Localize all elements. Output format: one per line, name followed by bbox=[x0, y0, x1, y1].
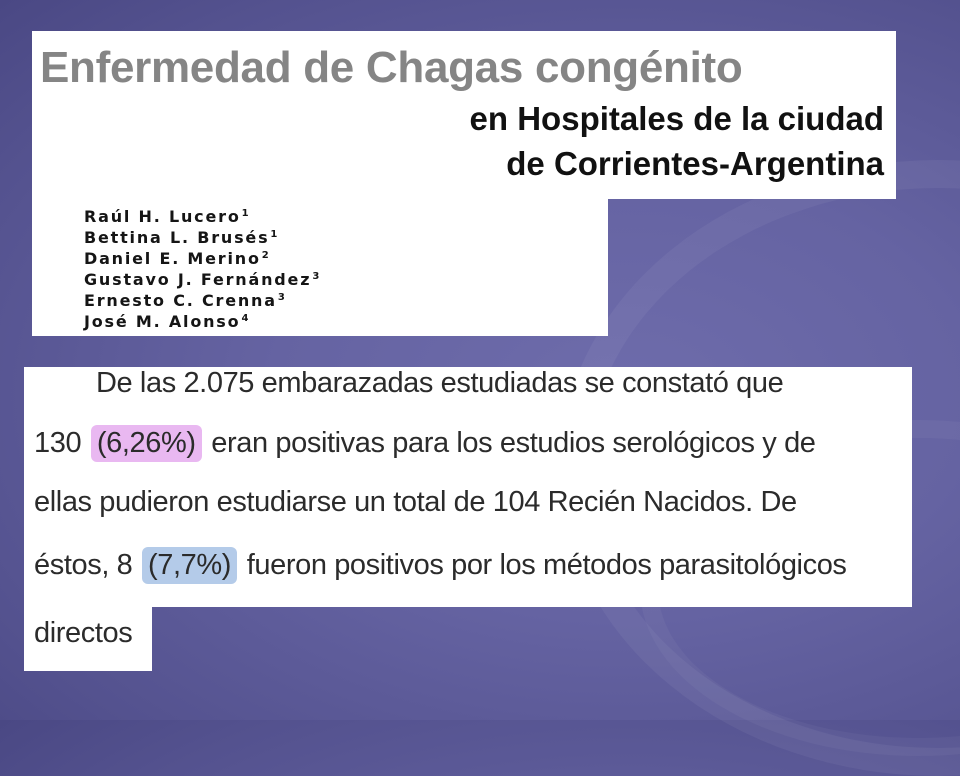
title-card bbox=[32, 31, 896, 199]
author-item bbox=[84, 224, 319, 245]
author-affiliation: 2 bbox=[261, 250, 269, 261]
author-name: Ernesto C. Crenna bbox=[84, 291, 277, 310]
abstract-line-3: ellas pudieron estudiarse un total de 104 Recién Nacidos. De bbox=[34, 486, 797, 518]
abstract-text: eran positivas para los estudios serológicos y de bbox=[211, 427, 816, 459]
author-affiliation: 3 bbox=[312, 271, 320, 282]
abstract-text: éstos, 8 bbox=[34, 549, 133, 581]
author-affiliation: 1 bbox=[241, 208, 249, 219]
abstract-line-2 bbox=[34, 425, 816, 462]
author-item bbox=[84, 308, 319, 329]
author-affiliation: 4 bbox=[241, 313, 249, 324]
abstract-text: 130 bbox=[34, 427, 82, 459]
author-item bbox=[84, 245, 319, 266]
title-line-2: en Hospitales de la ciudad bbox=[469, 100, 884, 137]
author-name: Raúl H. Lucero bbox=[84, 207, 241, 226]
author-item bbox=[84, 266, 319, 287]
abstract-tail-card bbox=[24, 607, 152, 671]
title-line-1: Enfermedad de Chagas congénito bbox=[40, 43, 743, 92]
title-line-3: de Corrientes-Argentina bbox=[506, 145, 884, 182]
author-name: Gustavo J. Fernández bbox=[84, 270, 312, 289]
abstract-line-4 bbox=[34, 547, 847, 584]
abstract-line-5: directos bbox=[34, 617, 133, 649]
abstract-line-1: De las 2.075 embarazadas estudiadas se constató que bbox=[96, 367, 784, 399]
abstract-card bbox=[24, 367, 912, 607]
authors-card bbox=[32, 199, 608, 336]
highlight-percentage-positive-mothers: (6,26%) bbox=[91, 425, 202, 462]
author-name: Bettina L. Brusés bbox=[84, 228, 270, 247]
author-list bbox=[84, 203, 319, 329]
author-name: Daniel E. Merino bbox=[84, 249, 261, 268]
author-item bbox=[84, 287, 319, 308]
author-item bbox=[84, 203, 319, 224]
abstract-text: fueron positivos por los métodos parasitológicos bbox=[246, 549, 847, 581]
highlight-percentage-positive-newborns: (7,7%) bbox=[142, 547, 237, 584]
author-name: José M. Alonso bbox=[84, 312, 241, 331]
author-affiliation: 1 bbox=[270, 229, 278, 240]
author-affiliation: 3 bbox=[277, 292, 285, 303]
